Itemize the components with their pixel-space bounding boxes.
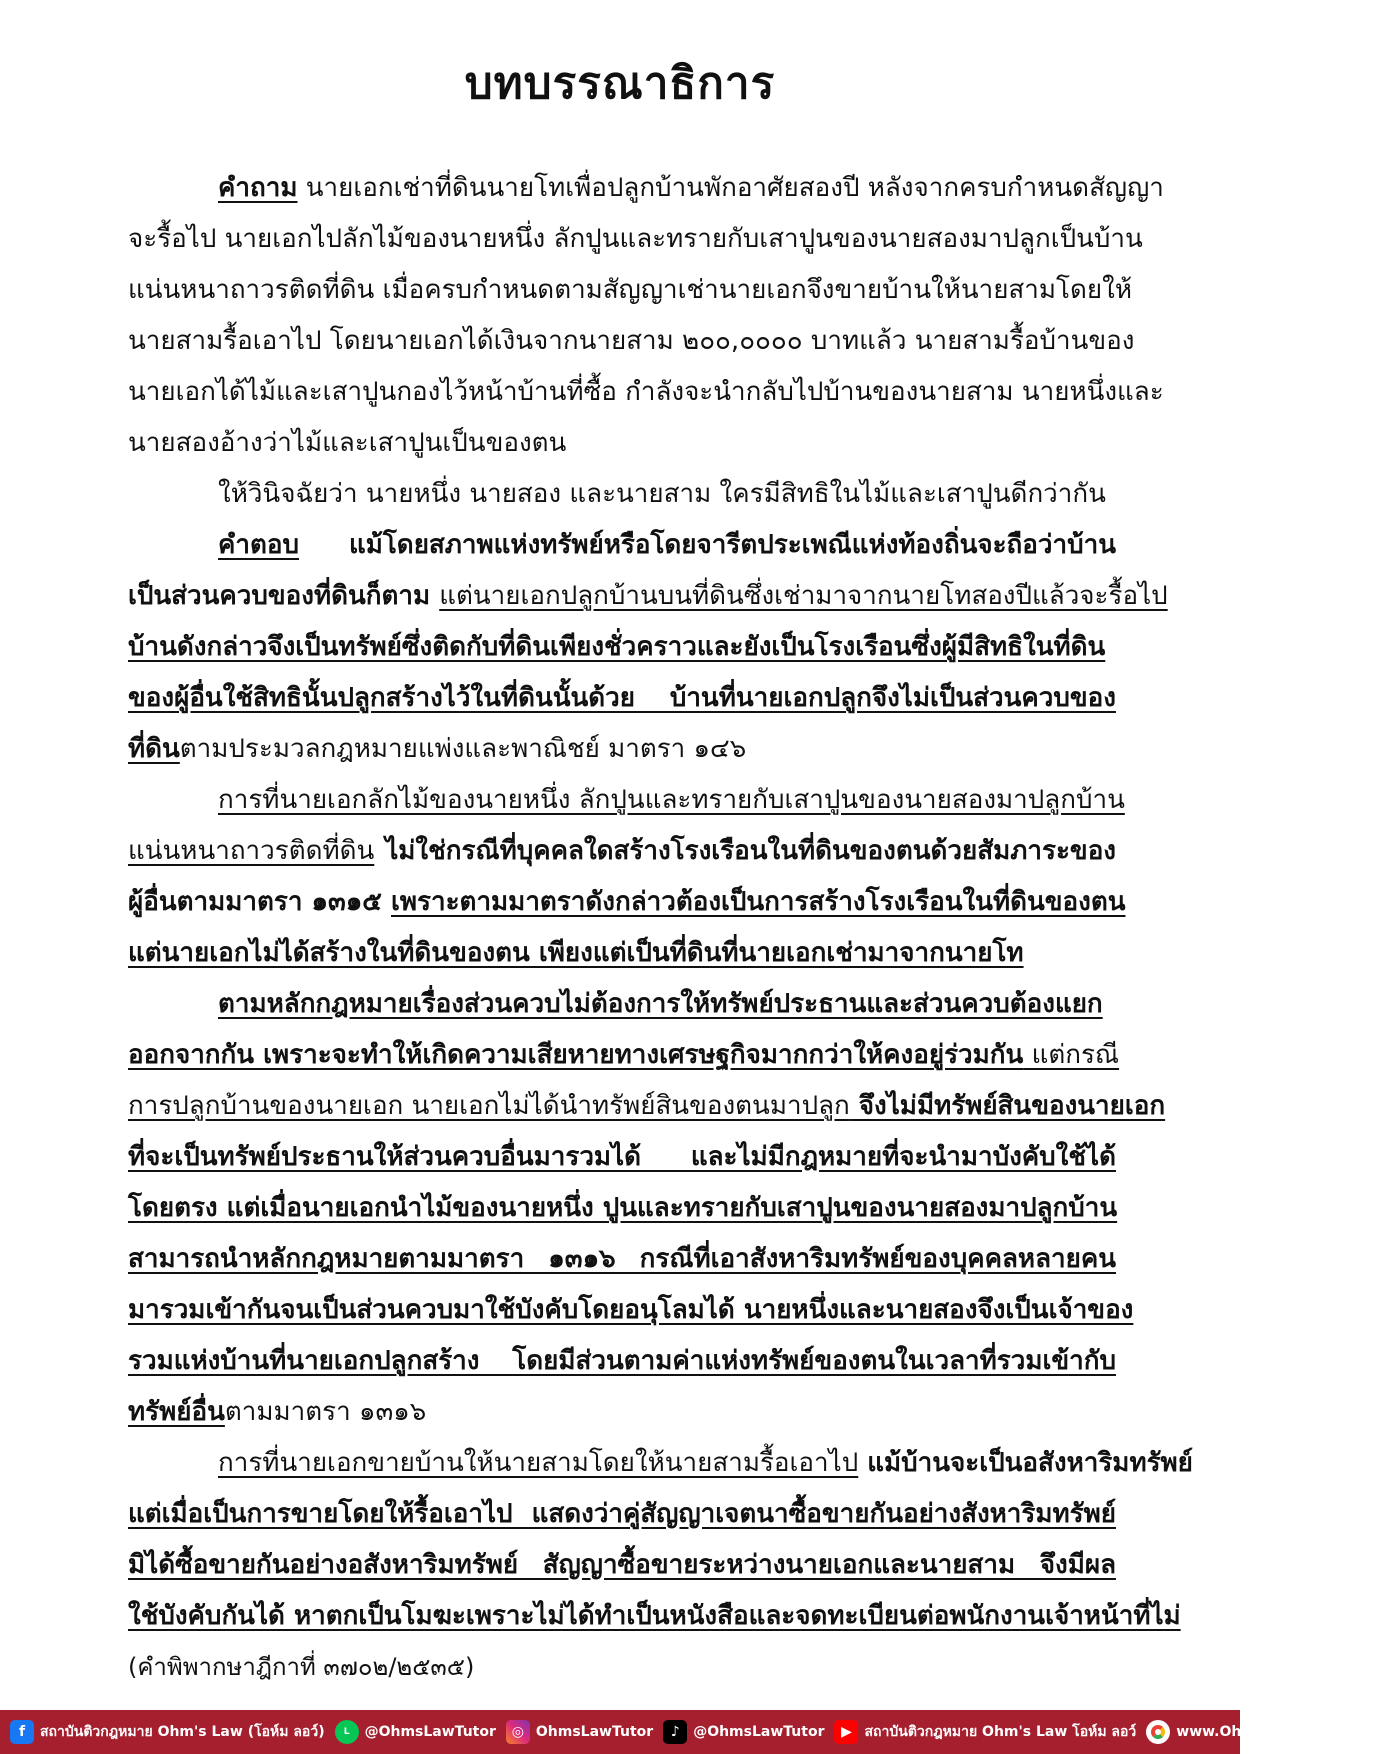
text-line: แน่นหนาถาวรติดที่ดิน เมื่อครบกำหนดตามสัญญาเช่านายเอกจึงขายบ้านให้นายสามโดยให้: [128, 275, 1132, 305]
footer-instagram[interactable]: ◎ OhmsLawTutor: [506, 1720, 653, 1744]
text-line: ให้วินิจฉัยว่า นายหนึ่ง นายสอง และนายสาม ใครมีสิทธิในไม้และเสาปูนดีกว่ากัน: [218, 479, 1106, 509]
text-line: สามารถนำหลักกฎหมายตามมาตรา ๑๓๑๖ กรณีที่เอาสังหาริมทรัพย์ของบุคคลหลายคน: [128, 1244, 1116, 1274]
text-line: แต่เมื่อเป็นการขายโดยให้รื้อเอาไป แสดงว่าคู่สัญญาเจตนาซื้อขายกันอย่างสังหาริมทรัพย์: [128, 1499, 1116, 1529]
text-line: คำตอบ แม้โดยสภาพแห่งทรัพย์หรือโดยจารีตประเพณีแห่งท้องถิ่นจะถือว่าบ้าน: [218, 530, 1116, 560]
text-line: ใช้บังคับกันได้ หาตกเป็นโมฆะเพราะไม่ได้ทำเป็นหนังสือและจดทะเบียนต่อพนักงานเจ้าหน้าที่ไม่: [128, 1601, 1181, 1631]
page-title: บทบรรณาธิการ: [464, 58, 776, 109]
text-line: การปลูกบ้านของนายเอก นายเอกไม่ได้นำทรัพย์สินของตนมาปลูก จึงไม่มีทรัพย์สินของนายเอก: [128, 1091, 1166, 1121]
text-line: มิได้ซื้อขายกันอย่างอสังหาริมทรัพย์ สัญญาซื้อขายระหว่างนายเอกและนายสาม จึงมีผล: [128, 1550, 1116, 1580]
facebook-icon: f: [10, 1720, 34, 1744]
text-line: ที่จะเป็นทรัพย์ประธานให้ส่วนควบอื่นมารวมได้ และไม่มีกฎหมายที่จะนำมาบังคับใช้ได้: [128, 1142, 1116, 1172]
text-line: การที่นายเอกขายบ้านให้นายสามโดยให้นายสามรื้อเอาไป แม้บ้านจะเป็นอสังหาริมทรัพย์: [218, 1448, 1193, 1478]
text-line: บ้านดังกล่าวจึงเป็นทรัพย์ซึ่งติดกับที่ดินเพียงชั่วคราวและยังเป็นโรงเรือนซึ่งผู้มีสิทธิในที่ดิน: [128, 632, 1106, 662]
text-line: แน่นหนาถาวรติดที่ดิน ไม่ใช่กรณีที่บุคคลใดสร้างโรงเรือนในที่ดินของตนด้วยสัมภาระของ: [128, 836, 1116, 866]
text-line: ตามหลักกฎหมายเรื่องส่วนควบไม่ต้องการให้ทรัพย์ประธานและส่วนควบต้องแยก: [218, 989, 1103, 1019]
text-line: ทรัพย์อื่นตามมาตรา ๑๓๑๖: [128, 1397, 427, 1427]
text-line: โดยตรง แต่เมื่อนายเอกนำไม้ของนายหนึ่ง ปูนและทรายกับเสาปูนของนายสองมาปลูกบ้าน: [128, 1193, 1118, 1223]
footer-youtube[interactable]: ▶ สถาบันติวกฎหมาย Ohm's Law โอห์ม ลอว์: [834, 1720, 1136, 1744]
citation: (คำพิพากษาฎีกาที่ ๓๗๐๒/๒๕๓๕): [128, 1653, 475, 1681]
text-line: มารวมเข้ากันจนเป็นส่วนควบมาใช้บังคับโดยอนุโลมได้ นายหนึ่งและนายสองจึงเป็นเจ้าของ: [128, 1295, 1134, 1325]
text-line: นายสองอ้างว่าไม้และเสาปูนเป็นของตน: [128, 428, 567, 458]
question-label: คำถาม: [218, 173, 298, 203]
tiktok-icon: ♪: [663, 1720, 687, 1744]
youtube-icon: ▶: [834, 1720, 858, 1744]
text-line: เป็นส่วนควบของที่ดินก็ตาม แต่นายเอกปลูกบ้านบนที่ดินซึ่งเช่ามาจากนายโทสองปีแล้วจะรื้อไป: [128, 581, 1168, 611]
text-line: รวมแห่งบ้านที่นายเอกปลูกสร้าง โดยมีส่วนตามค่าแห่งทรัพย์ของตนในเวลาที่รวมเข้ากับ: [128, 1346, 1116, 1376]
text-line: นายสามรื้อเอาไป โดยนายเอกได้เงินจากนายสาม ๒๐๐,๐๐๐๐ บาทแล้ว นายสามรื้อบ้านของ: [128, 326, 1135, 356]
text-line: ที่ดินตามประมวลกฎหมายแพ่งและพาณิชย์ มาตรา ๑๔๖: [128, 734, 747, 764]
footer-line[interactable]: L @OhmsLawTutor: [335, 1720, 496, 1744]
text-line: ออกจากกัน เพราะจะทำให้เกิดความเสียหายทางเศรษฐกิจมากกว่าให้คงอยู่ร่วมกัน แต่กรณี: [128, 1040, 1120, 1070]
text-line: นายเอกได้ไม้และเสาปูนกองไว้หน้าบ้านที่ซื้อ กำลังจะนำกลับไปบ้านของนายสาม นายหนึ่งและ: [128, 377, 1164, 407]
instagram-icon: ◎: [506, 1720, 530, 1744]
text-line: คำถาม นายเอกเช่าที่ดินนายโทเพื่อปลูกบ้านพักอาศัยสองปี หลังจากครบกำหนดสัญญา: [218, 173, 1164, 203]
article-body: [128, 163, 1193, 1693]
footer-website[interactable]: www.OhmsLawTutor.com: [1146, 1720, 1372, 1744]
text-line: ผู้อื่นตามมาตรา ๑๓๑๕ เพราะตามมาตราดังกล่าวต้องเป็นการสร้างโรงเรือนในที่ดินของตน: [128, 887, 1126, 917]
text-line: จะรื้อไป นายเอกไปลักไม้ของนายหนึ่ง ลักปูนและทรายกับเสาปูนของนายสองมาปลูกเป็นบ้าน: [128, 224, 1143, 254]
text-line: แต่นายเอกไม่ได้สร้างในที่ดินของตน เพียงแต่เป็นที่ดินที่นายเอกเช่ามาจากนายโท: [128, 938, 1024, 968]
chrome-icon: [1146, 1720, 1170, 1744]
footer-facebook[interactable]: f สถาบันติวกฎหมาย Ohm's Law (โอห์ม ลอว์): [10, 1720, 325, 1744]
footer-tiktok[interactable]: ♪ @OhmsLawTutor: [663, 1720, 824, 1744]
footer-bar: [0, 1710, 1373, 1754]
text-line: ของผู้อื่นใช้สิทธินั้นปลูกสร้างไว้ในที่ดินนั้นด้วย บ้านที่นายเอกปลูกจึงไม่เป็นส่วนควบของ: [128, 683, 1116, 713]
line-icon: L: [335, 1720, 359, 1744]
text-line: การที่นายเอกลักไม้ของนายหนึ่ง ลักปูนและทรายกับเสาปูนของนายสองมาปลูกบ้าน: [218, 785, 1125, 815]
answer-label: คำตอบ: [218, 530, 299, 560]
